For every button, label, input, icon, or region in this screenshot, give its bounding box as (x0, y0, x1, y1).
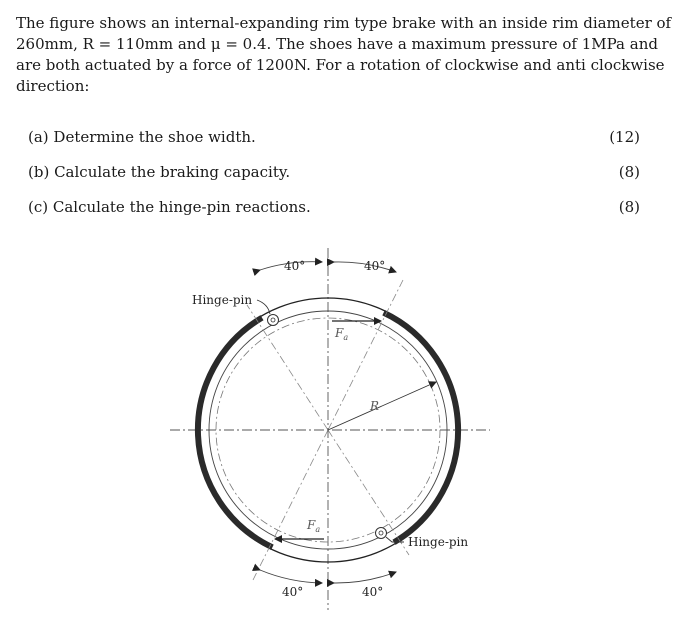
angle-label-top-right: 40° (364, 259, 386, 273)
radius-arrow (328, 382, 436, 430)
hinge-pin-label-right: Hinge-pin (408, 535, 469, 549)
radius-label: R (370, 399, 380, 413)
angle-arc-bottom-left (260, 570, 322, 583)
intro-line-2: 260mm, R = 110mm and μ = 0.4. The shoes have a maximum pressure of 1MPa and (16, 35, 658, 53)
intro-line-3: are both actuated by a force of 1200N. For a rotation of clockwise and anti clockwise (16, 56, 665, 74)
hinge-pin-top-left-icon (268, 315, 279, 326)
angle-label-bottom-right: 40° (362, 585, 384, 599)
part-c-text: (c) Calculate the hinge-pin reactions. (28, 198, 311, 216)
part-b-marks: (8) (618, 163, 640, 181)
part-a-text: (a) Determine the shoe width. (28, 128, 256, 146)
intro-line-4: direction: (16, 77, 90, 95)
part-c-marks: (8) (618, 198, 640, 216)
brake-diagram (0, 230, 694, 617)
intro-line-1: The figure shows an internal-expanding rim type brake with an inside rim diameter of (16, 14, 672, 32)
angle-label-bottom-left: 40° (282, 585, 304, 599)
part-a-marks: (12) (609, 128, 640, 146)
problem-statement (16, 13, 672, 97)
force-label-bottom: $F_a$ (307, 518, 321, 534)
radial-line-upper-right (328, 280, 403, 430)
radial-line-lower-left (253, 430, 328, 580)
hinge-pin-bottom-right-icon (376, 528, 387, 539)
part-b-text: (b) Calculate the braking capacity. (28, 163, 291, 181)
angle-label-top-left: 40° (284, 259, 306, 273)
angle-arc-bottom-right (334, 572, 396, 583)
force-label-top: $F_a$ (335, 326, 349, 342)
hinge-pin-label-left: Hinge-pin (192, 293, 253, 307)
radial-line-upper-left (247, 305, 328, 430)
radial-line-lower-right (328, 430, 409, 555)
